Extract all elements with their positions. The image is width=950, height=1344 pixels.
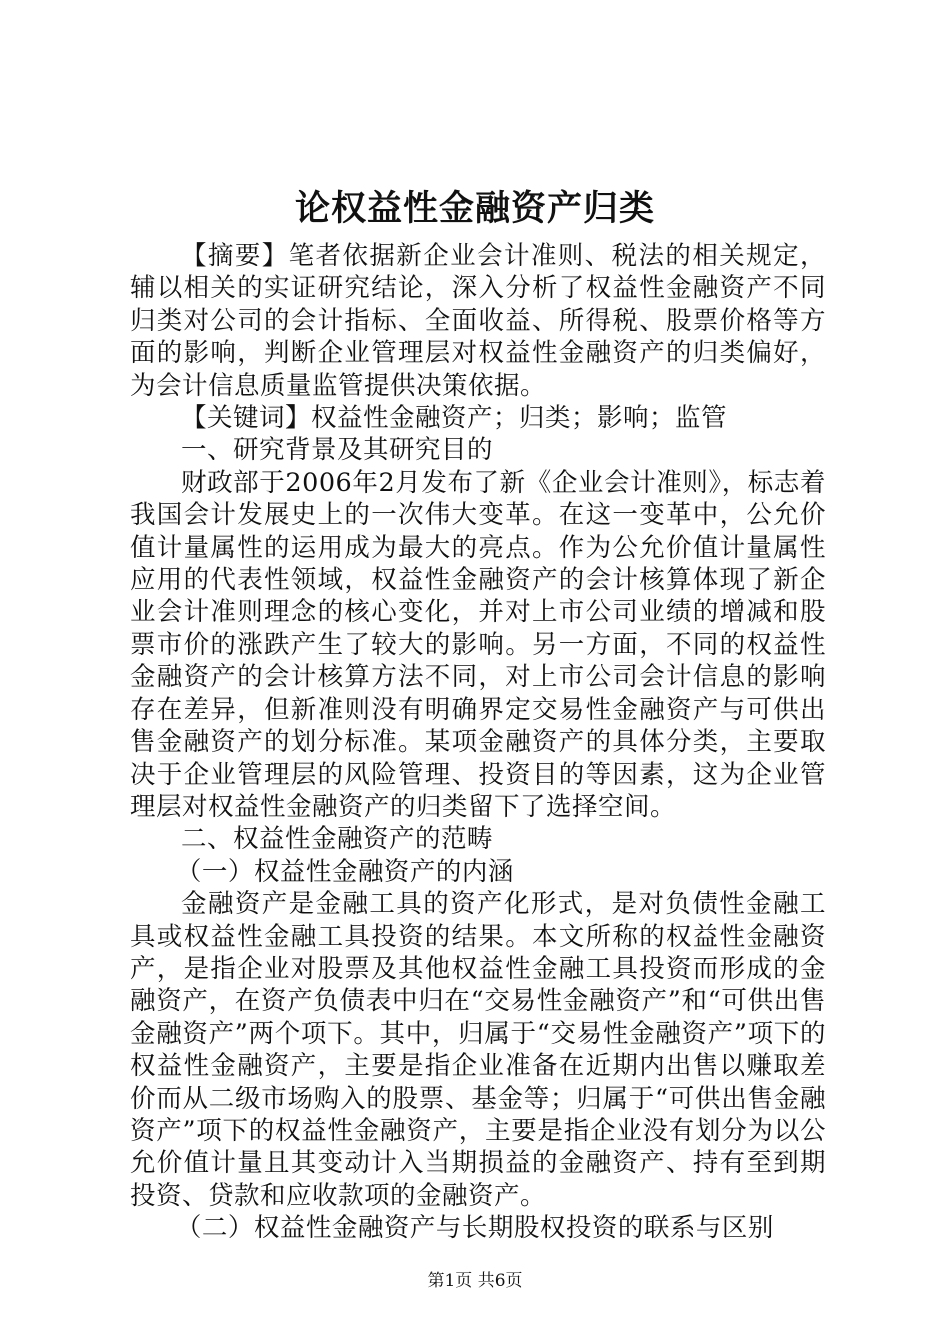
abstract-paragraph: 【摘要】笔者依据新企业会计准则、税法的相关规定，辅以相关的实证研究结论，深入分析了权益性金融资产不同归类对公司的会计指标、全面收益、所得税、股票价格等方面的影响，判断企业管理层对权益性金融资产的归类偏好，为会计信息质量监管提供决策依据。 — [130, 241, 826, 401]
subsection-heading-1: （一）权益性金融资产的内涵 — [175, 856, 514, 887]
section-heading-2: 二、权益性金融资产的范畴 — [181, 824, 494, 855]
page-title: 论权益性金融资产归类 — [294, 188, 655, 229]
keywords-paragraph: 【关键词】权益性金融资产；归类；影响；监管 — [181, 403, 728, 434]
page-footer: 第1页 共6页 — [427, 1271, 523, 1291]
section-heading-1: 一、研究背景及其研究目的 — [181, 435, 494, 466]
body-paragraph: 财政部于2006年2月发布了新《企业会计准则》，标志着我国会计发展史上的一次伟大变革。在这一变革中，公允价值计量属性的运用成为最大的亮点。作为公允价值计量属性应用的代表性领域，权益性金融资产的会计核算体现了新企业会计准则理念的核心变化，并对上市公司业绩的增减和股票市价的涨跌产生了较大的影响。另一方面，不同的权益性金融资产的会计核算方法不同，对上市公司会计信息的影响存在差异，但新准则没有明确界定交易性金融资产与可供出售金融资产的划分标准。某项金融资产的具体分类，主要取决于企业管理层的风险管理、投资目的等因素，这为企业管理层对权益性金融资产的归类留下了选择空间。 — [130, 467, 826, 822]
subsection-heading-2: （二）权益性金融资产与长期股权投资的联系与区别 — [175, 1213, 774, 1244]
body-paragraph: 金融资产是金融工具的资产化形式，是对负债性金融工具或权益性金融工具投资的结果。本文所称的权益性金融资产，是指企业对股票及其他权益性金融工具投资而形成的金融资产，在资产负债表中归在“交易性金融资产”和“可供出售金融资产”两个项下。其中，归属于“交易性金融资产”项下的权益性金融资产，主要是指企业准备在近期内出售以赚取差价而从二级市场购入的股票、基金等；归属于“可供出售金融资产”项下的权益性金融资产，主要是指企业没有划分为以公允价值计量且其变动计入当期损益的金融资产、持有至到期投资、贷款和应收款项的金融资产。 — [130, 889, 826, 1211]
document-body — [130, 240, 826, 1245]
